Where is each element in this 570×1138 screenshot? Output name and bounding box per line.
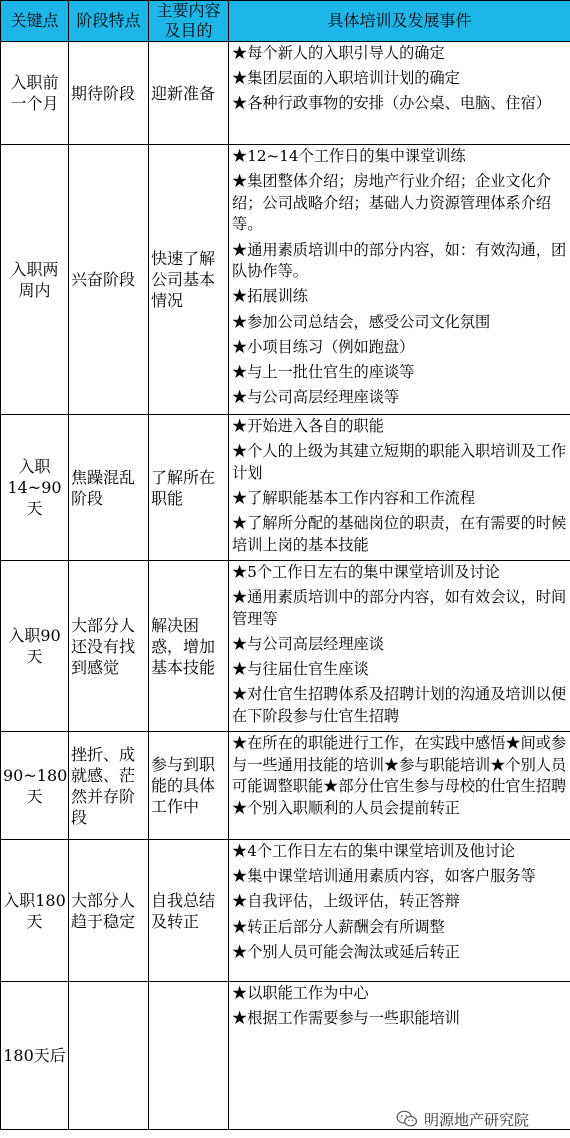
purpose-cell: 自我总结及转正 — [149, 840, 229, 982]
purpose-cell: 迎新准备 — [149, 42, 229, 145]
stage-cell: 大部分人趋于稳定 — [69, 840, 149, 982]
key-cell: 入职90天 — [1, 561, 69, 732]
header-row — [1, 1, 570, 42]
event-item: ★4个工作日左右的集中课堂培训及他讨论 — [232, 842, 516, 860]
wechat-icon — [396, 1110, 418, 1128]
events-cell — [229, 840, 570, 982]
key-cell: 入职两周内 — [1, 145, 69, 415]
stage-cell: 期待阶段 — [69, 42, 149, 145]
event-item: ★集团整体介绍；房地产行业介绍；企业文化介绍；公司战略介绍；基础人力资源管理体系介绍等。 — [232, 172, 551, 234]
event-item: ★与公司高层经理座谈等 — [232, 388, 400, 407]
stage-cell: 挫折、成就感、茫然并存阶段 — [69, 732, 149, 840]
purpose-cell: 了解所在职能 — [149, 415, 229, 561]
event-item: ★参加公司总结会，感受公司文化氛围 — [232, 312, 491, 331]
event-item: ★各种行政事物的安排（办公桌、电脑、住宿） — [232, 94, 551, 113]
header-purpose: 主要内容及目的 — [149, 1, 229, 42]
purpose-cell — [149, 982, 229, 1130]
table-row — [1, 840, 570, 982]
event-item: ★集团层面的入职培训计划的确定 — [232, 69, 460, 88]
watermark-text: 明源地产研究院 — [424, 1110, 530, 1129]
purpose-cell: 解决困惑，增加基本技能 — [149, 561, 229, 732]
event-item: ★在所在的职能进行工作，在实践中感悟★间或参与一些通用技能的培训★参与职能培训★个别人员可能调整职能★部分仕官生参与母校的仕官生招聘★个别入职顺利的人员会提前转正 — [232, 734, 567, 817]
purpose-cell: 快速了解公司基本情况 — [149, 145, 229, 415]
table-row — [1, 415, 570, 561]
events-cell — [229, 145, 570, 415]
event-item: ★与上一批仕官生的座谈等 — [232, 362, 415, 381]
table-row — [1, 42, 570, 145]
event-item: ★小项目练习（例如跑盘） — [232, 337, 415, 356]
table-row — [1, 732, 570, 840]
event-item: ★对仕官生招聘体系及招聘计划的沟通及培训以便在下阶段参与仕官生招聘 — [232, 685, 567, 725]
event-item: ★与公司高层经理座谈 — [232, 634, 384, 653]
event-item: ★5个工作日左右的集中课堂培训及讨论 — [232, 563, 500, 581]
events-cell — [229, 415, 570, 561]
event-item: ★通用素质培训中的部分内容，如：有效沟通，团队协作等。 — [232, 240, 567, 281]
header-events: 具体培训及发展事件 — [229, 1, 570, 42]
event-item: ★集中课堂培训通用素质内容，如客户服务等 — [232, 867, 536, 886]
event-item: ★了解职能基本工作内容和工作流程 — [232, 488, 475, 507]
header-stage: 阶段特点 — [69, 1, 149, 42]
stage-cell: 大部分人还没有找到感觉 — [69, 561, 149, 732]
events-cell — [229, 561, 570, 732]
event-item: ★拓展训练 — [232, 287, 308, 306]
event-item: ★开始进入各自的职能 — [232, 417, 384, 435]
event-item: ★根据工作需要参与一些职能培训 — [232, 1009, 460, 1028]
event-item: ★个别人员可能会淘汰或延后转正 — [232, 942, 460, 961]
event-item: ★个人的上级为其建立短期的职能入职培训及工作计划 — [232, 442, 567, 482]
event-item: ★12~14个工作日的集中课堂训练 — [232, 147, 466, 165]
stage-cell: 兴奋阶段 — [69, 145, 149, 415]
event-item: ★每个新人的入职引导人的确定 — [232, 44, 445, 62]
event-item: ★自我评估，上级评估，转正答辩 — [232, 892, 460, 911]
table-row — [1, 561, 570, 732]
header-key-point: 关键点 — [1, 1, 69, 42]
key-cell: 90~180天 — [1, 732, 69, 840]
key-cell: 入职14~90天 — [1, 415, 69, 561]
stage-cell: 焦躁混乱阶段 — [69, 415, 149, 561]
table-row — [1, 145, 570, 415]
event-item: ★以职能工作为中心 — [232, 984, 369, 1002]
event-item: ★转正后部分人薪酬会有所调整 — [232, 917, 445, 936]
events-cell — [229, 42, 570, 145]
purpose-cell: 参与到职能的具体工作中 — [149, 732, 229, 840]
event-item: ★通用素质培训中的部分内容，如有效会议，时间管理等 — [232, 588, 567, 628]
events-cell — [229, 732, 570, 840]
key-cell: 入职前一个月 — [1, 42, 69, 145]
key-cell: 180天后 — [1, 982, 69, 1130]
key-cell: 入职180天 — [1, 840, 69, 982]
event-item: ★与往届仕官生座谈 — [232, 660, 369, 679]
stage-cell — [69, 982, 149, 1130]
watermark — [396, 1108, 566, 1130]
event-item: ★了解所分配的基础岗位的职责，在有需要的时候培训上岗的基本技能 — [232, 514, 567, 554]
